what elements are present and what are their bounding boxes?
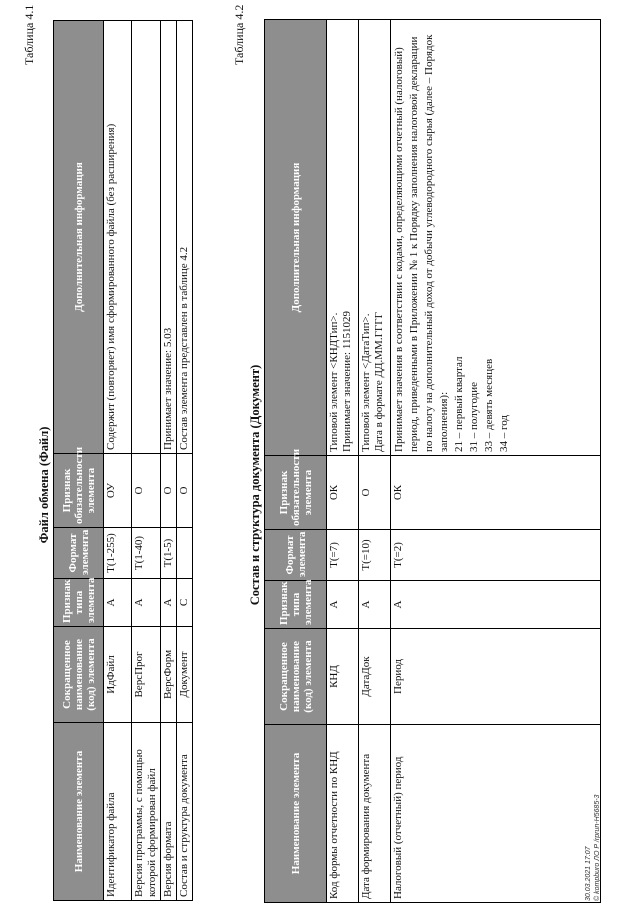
element-type: С — [177, 579, 193, 627]
element-type: А — [327, 581, 359, 629]
header-cell: Сокращенное наименование (код) элемента — [54, 627, 104, 723]
table2-label: Таблица 4.2 — [232, 4, 246, 65]
element-name: Версия формата — [161, 723, 177, 901]
element-required: О — [132, 454, 161, 528]
header-cell: Признак обязательности элемента — [54, 454, 104, 528]
element-required: ОК — [327, 456, 359, 530]
element-type: А — [104, 579, 132, 627]
element-info — [327, 20, 359, 456]
element-required: ОУ — [104, 454, 132, 528]
table-row — [391, 20, 601, 903]
element-code: Период — [391, 629, 601, 725]
table-row — [132, 21, 161, 901]
element-name: Налоговый (отчетный) период — [391, 725, 601, 903]
element-type: А — [161, 579, 177, 627]
table-row — [359, 20, 391, 903]
header-cell: Наименование элемента — [265, 725, 327, 903]
element-name: Состав и структура документа — [177, 723, 193, 901]
header-cell: Признак типа элемента — [265, 581, 327, 629]
element-code: ВерсФорм — [161, 627, 177, 723]
stamp-date: 30.03.2021 17:07 — [585, 846, 592, 901]
element-format: T(=7) — [327, 530, 359, 581]
info-line: 31 – полугодие — [468, 381, 480, 452]
print-stamp — [584, 795, 602, 901]
info-line: Принимает значение: 1151029 — [341, 311, 353, 452]
header-cell: Дополнительная информация — [54, 21, 104, 454]
info-line: Типовой элемент <ДатаТип>. — [360, 313, 372, 452]
table-4-2 — [264, 19, 601, 903]
info-line: 33 – девять месяцев — [483, 358, 495, 452]
element-code: Документ — [177, 627, 193, 723]
element-type: А — [132, 579, 161, 627]
element-format: T(1-40) — [132, 528, 161, 579]
element-name: Идентификатор файла — [104, 723, 132, 901]
element-type: А — [391, 581, 601, 629]
element-info — [391, 20, 601, 456]
element-required: О — [161, 454, 177, 528]
element-type: А — [359, 581, 391, 629]
element-required: О — [359, 456, 391, 530]
element-code: КНД — [327, 629, 359, 725]
info-line: Дата в формате ДД.ММ.ГГГГ — [373, 311, 385, 452]
element-info: Содержит (повторяет) имя сформированного файла (без расширения) — [104, 21, 132, 454]
info-line: 21 – первый квартал — [453, 356, 465, 452]
element-info: Принимает значение: 5.03 — [161, 21, 177, 454]
element-name: Дата формирования документа — [359, 725, 391, 903]
element-code: ИдФайл — [104, 627, 132, 723]
table-row — [327, 20, 359, 903]
element-code: ВерсПрог — [132, 627, 161, 723]
info-line: 34 – год — [498, 414, 510, 452]
element-format: T(1-5) — [161, 528, 177, 579]
table-row — [161, 21, 177, 901]
element-name: Версия программы, с помощью которой сформирован файл — [132, 723, 161, 901]
element-required: ОК — [391, 456, 601, 530]
table-row — [104, 21, 132, 901]
element-format: T(=2) — [391, 530, 601, 581]
header-cell: Наименование элемента — [54, 723, 104, 901]
table2-header-row — [265, 20, 327, 903]
header-cell: Признак обязательности элемента — [265, 456, 327, 530]
element-format: T(1-255) — [104, 528, 132, 579]
header-cell: Формат элемента — [54, 528, 104, 579]
element-format: T(=10) — [359, 530, 391, 581]
table-4-1 — [53, 20, 193, 901]
table1-title: Файл обмена (Файл) — [37, 426, 51, 544]
element-code: ДатаДок — [359, 629, 391, 725]
element-info: Состав элемента представлен в таблице 4.2 — [177, 21, 193, 454]
element-name: Код формы отчетности по КНД — [327, 725, 359, 903]
info-line: Принимает значения в соответствии с кодами, определяющими отчетный (налоговый) период, приведенными в Приложении № 1 к Порядку заполнения налоговой декларации по налогу на дополнительный доход от добычи углеводородного сырья (далее – Порядок заполнения): — [393, 34, 450, 452]
info-line: Типовой элемент <КНДТип>. — [328, 312, 340, 452]
table1-header-row — [54, 21, 104, 901]
stamp-source: © kompburo ЛО Р /rprun-H5685-3 — [594, 794, 601, 901]
element-format — [177, 528, 193, 579]
header-cell: Дополнительная информация — [265, 20, 327, 456]
header-cell: Сокращенное наименование (код) элемента — [265, 629, 327, 725]
table-row — [177, 21, 193, 901]
element-info — [132, 21, 161, 454]
table1-label: Таблица 4.1 — [22, 4, 36, 65]
header-cell: Признак типа элемента — [54, 579, 104, 627]
header-cell: Формат элемента — [265, 530, 327, 581]
element-info — [359, 20, 391, 456]
table2-title: Состав и структура документа (Документ) — [248, 364, 262, 606]
element-required: О — [177, 454, 193, 528]
